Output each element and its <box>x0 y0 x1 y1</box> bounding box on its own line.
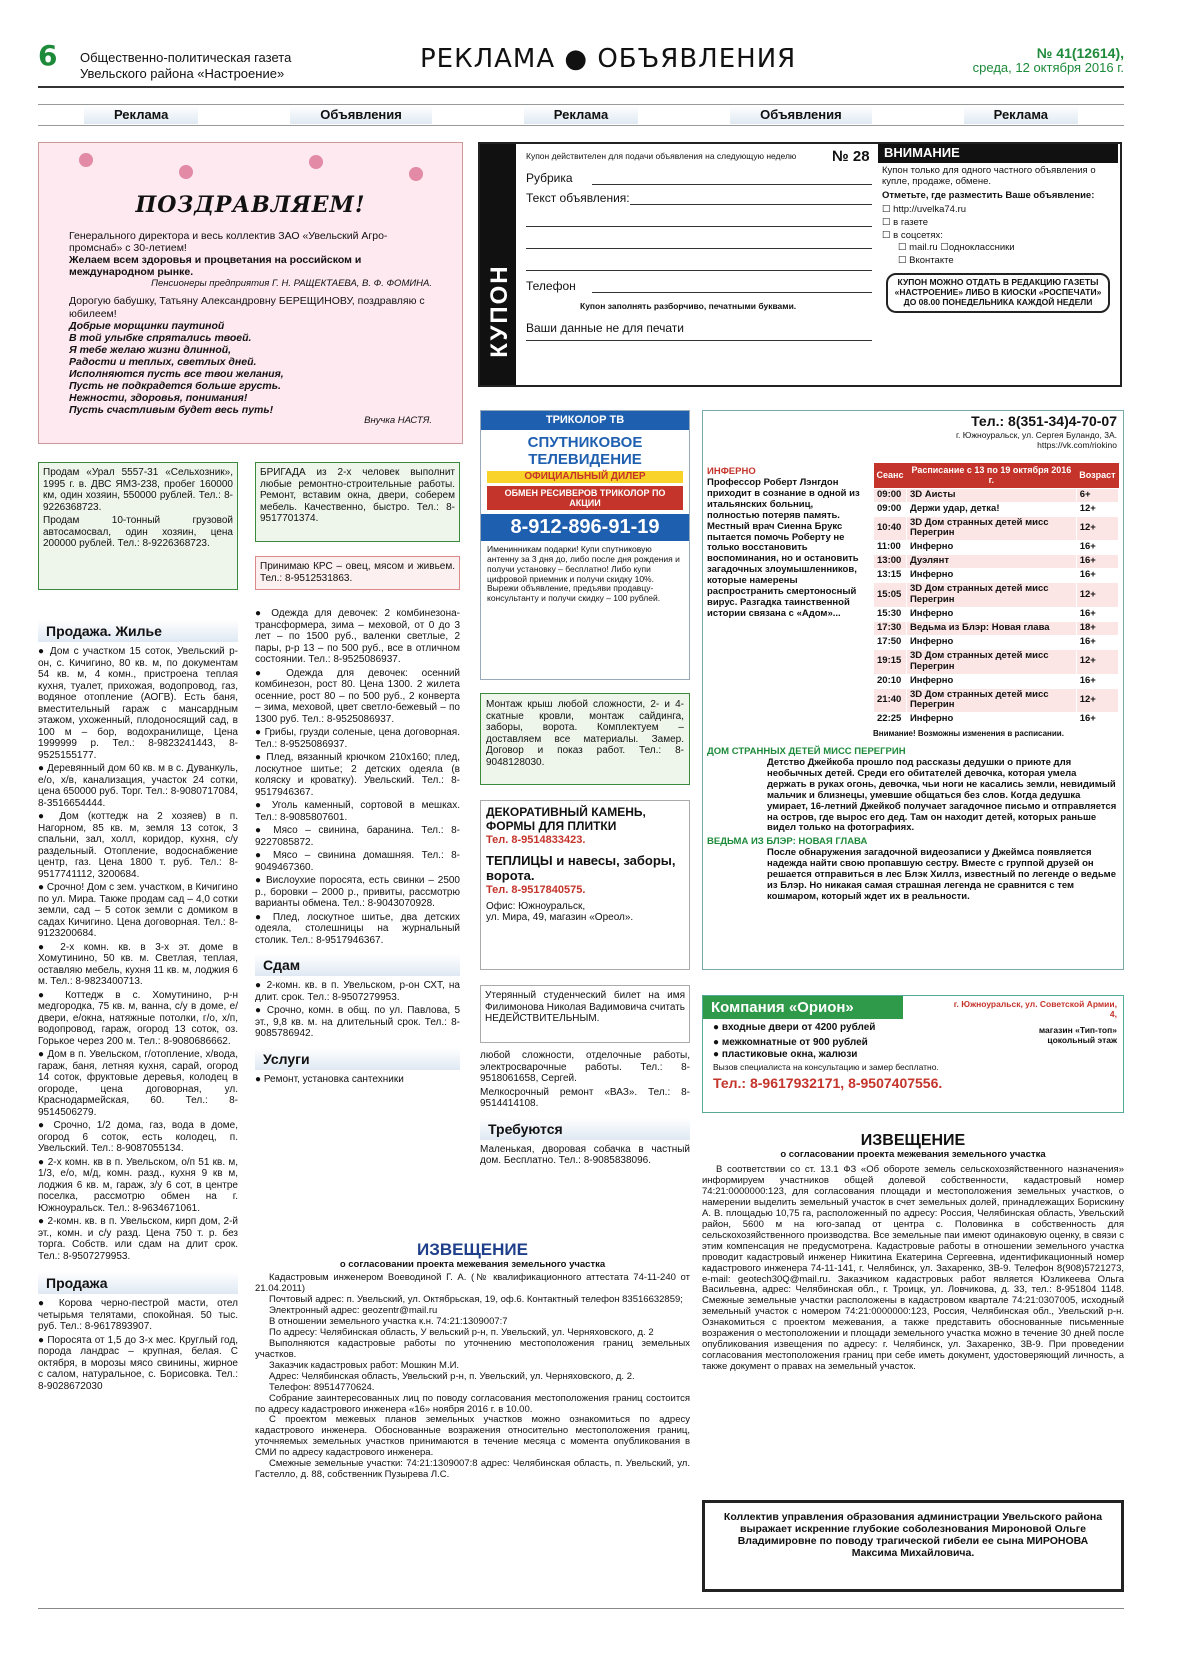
coupon-number: № 28 <box>832 148 870 165</box>
list-item: ● 2-комн. кв. в п. Увельском, р-он СХТ, на длит. срок. Тел.: 8-9507279953. <box>255 980 460 1003</box>
rubric: Реклама <box>964 106 1078 125</box>
session-time: 09:00 <box>874 502 907 516</box>
age-rating: 6+ <box>1076 488 1118 502</box>
coupon-field-label: Рубрика <box>526 171 573 185</box>
section-title: Требуются <box>480 1118 690 1140</box>
ad-roofing: Монтаж крыш любой сложности, 2- и 4-скатные кровли, монтаж сайдинга, заборы, ворота. Комплектуем – доставляем все материалы. Замер. Договор и показ работ. Тел.: 8-9048128030. <box>480 693 690 785</box>
checkbox[interactable]: ☐ <box>940 242 949 254</box>
schedule-row <box>874 621 1119 635</box>
session-time: 21:40 <box>874 688 907 713</box>
rubric: Объявления <box>290 106 432 125</box>
film-title: Инферно <box>906 607 1076 621</box>
rubric-input[interactable] <box>592 184 872 185</box>
coupon-bottom: КУПОН МОЖНО ОТДАТЬ В РЕДАКЦИЮ ГАЗЕТЫ «НАСТРОЕНИЕ» ЛИБО В КИОСКИ «РОСПЕЧАТИ» ДО 08.00 ПОНЕДЕЛЬНИКА КАЖДОЙ НЕДЕЛИ <box>886 273 1110 312</box>
cinema-box: Тел.: 8(351-34)4-70-07 г. Южноуральск, ул. Сергея Буландо, 3А. https://vk.com/riokino ИНФЕРНО Профессор Роберт Лэнгдон приходит в сознание в одной из итальянских больниц, полностью потеряв память. Местный врач Сиенна Брукс пытается помочь Роберту не только восстановить воспоминания, но и остановить загадочных злоумышленников, которые намерены распространить смертоносный вирус. Разгадка таинственной истории связана с «Адом»... Сеанс Расписание с 13 по 19 октября 2016 г. Возраст 09:00 3D Аисты 6+ 09:00 Держи удар, детка! 12+ 10:40 3D Дом странных детей мисс Перегрин 12+ 11:00 Инферно 16+ 13:00 Дуэлянт 16+ 13:15 Инферно 16+ 15:05 3D Дом странных детей мисс Перегрин 12+ 15:30 Инферно 16+ 17:30 Ведьма из Блэр: Новая глава 18+ 17:50 Инферно 16+ 19:15 3D Дом странных детей мисс Перегрин 12+ 20:10 Инферно 16+ 21:40 3D Дом странных детей мисс Перегрин 12+ 22:25 Инферно 16+ Внимание! Возможны изменения в расписании. ДОМ СТРАННЫХ ДЕТЕЙ МИСС ПЕРЕГРИН Детство Джейкоба прошло под рассказы дедушки о приюте для необычных детей. Среди его обитателей девочка, которая умела держать в руках огонь, девочка, чьи ноги не касались земли, невидимый мальчик и близнецы, умевшие общаться без слов. Когда дедушка умирает, 16-летний Джейкоб получает загадочное письмо и отправляется на остров, где вырос его дед. Там он находит детей, которых раньше видел только на фотографиях. ВЕДЬМА ИЗ БЛЭР: НОВАЯ ГЛАВА После обнаружения загадочной видеозаписи у Джеймса появляется надежда найти свою пропавшую сестру. Вместе с группой друзей он решается отправиться в лес Блэк Хиллз, известный по легенде о ведьме из Блэр. Но никакая самая страшная легенда не сравнится с тем кошмаром, который ждет их в реальности. <box>702 410 1124 970</box>
list-item: ● Мясо – свинина домашняя. Тел.: 8-9049467360. <box>255 850 460 873</box>
list-item: ● Ремонт, установка сантехники <box>255 1073 404 1085</box>
age-rating: 18+ <box>1076 621 1118 635</box>
coupon-field-label: Телефон <box>526 279 576 293</box>
age-rating: 16+ <box>1076 607 1118 621</box>
list-item: ● Вислоухие поросята, есть свинки – 2500 р., боровки – 2000 р., привиты, рассмотрю варианты обмена. Тел.: 8-9043070928. <box>255 875 460 909</box>
session-time: 17:30 <box>874 621 907 635</box>
section-title: Услуги <box>255 1048 460 1070</box>
schedule-row <box>874 502 1119 516</box>
coupon-valid: Купон действителен для подачи объявления на следующую неделю <box>526 151 797 161</box>
age-rating: 16+ <box>1076 541 1118 555</box>
rubric: Объявления <box>730 106 872 125</box>
section-title: Сдам <box>255 954 460 976</box>
list-item: ● Грибы, грузди соленые, цена договорная. Тел.: 8-9525086937. <box>255 727 460 750</box>
list-item: ● Плед, вязанный крючком 210х160; плед, лоскутное шитье; 2 детских одеяла (в коляску и кроватку). Увельский. Тел.: 8-9517946367. <box>255 752 460 798</box>
column-3-ads: любой сложности, отделочные работы, электросварочные работы. Тел.: 8-9518061658, Сергей. Мелкосрочный ремонт «ВАЗ». Тел.: 8-9514414108. Требуются Маленькая, дворовая собачка в частный дом. Бесплатно. Тел.: 8-9085838096. <box>480 1050 690 1167</box>
flower-icon <box>409 167 423 181</box>
notice-land-1: ИЗВЕЩЕНИЕ о согласовании проекта межевания земельного участка В соответствии со ст. 13.1 ФЗ «Об обороте земель сельскохозяйственного назначения» информируем участников общей долевой собственности, кадастровый номер 74:21:0000000:123, для согласования площади и местоположения земельных участков, о намерении выделить земельный участок в счет земельных долей, принадлежащих Борискину А. В. площадью 10,75 га, расположенный по адресу: Россия, Челябинская область, Увельский район, 5600 м на юго-запад от центра с. Половинка в собственность для сельскохозяйственного производства. Все земельные паи имеют одинаковую оценку, в связи с этим компенсация не предусмотрена. Кадастровые работы в отношении земельного участка проводит кадастровый инженер Никитина Екатерина Сергеевна, идентификационный номер кадастрового инженера 74-11-141, г. Челябинск, ул. Захаренко, 3В-9. Телефон 8(908)5721273, e-mail: geotech30Q@mail.ru. Заказчиком кадастровых работ является Юзликеева Ольга Васильевна, адрес: Челябинская обл., г. Троицк, ул. Ловчикова, д. 33, тел.: 8-951804 1148. Смежные земельные участки расположены в кадастровом квартале 74:21:0307005, исходный земельный участок с номером 74:21:0000000:123, Россия, Челябинская обл., Увельский р-н. Ознакомиться с проектом межевания, а также представить обоснованные письменные возражения о местоположении и площади земельного участка можно в течение 30 дней после опубликования извещения по адресу: г. Челябинск, ул. Захаренко, 3В-9. При проведении согласования местоположения границ при себе иметь документ, удостоверяющий личность, а также документ о правах на земельный участок. <box>702 1132 1124 1372</box>
age-rating: 12+ <box>1076 502 1118 516</box>
list-item: ● Поросята от 1,5 до 3-х мес. Круглый год, порода ландрас – крупная, белая. С октября, в морозы мясо свинины, жирное с салом, натуральное, с. Борисовка. Тел.: 8-9028672030 <box>38 1334 238 1392</box>
coupon-form <box>478 142 1122 387</box>
list-item: ● Уголь каменный, сортовой в мешках. Тел.: 8-9085807601. <box>255 800 460 823</box>
film-title: Ведьма из Блэр: Новая глава <box>906 621 1076 635</box>
film-title: 3D Дом странных детей мисс Перегрин <box>906 516 1076 541</box>
film-title: Инферно <box>906 541 1076 555</box>
coupon-hint: Купон заполнять разборчиво, печатными буквами. <box>580 301 797 311</box>
congrats-wish: Желаем всем здоровья и процветания на российском и международном рынке. <box>69 254 362 279</box>
inferno-text: ИНФЕРНО Профессор Роберт Лэнгдон приходит в сознание в одной из итальянских больниц, полностью потеряв память. Местный врач Сиенна Брукс пытается помочь Роберту не только восстановить воспоминания, но и остановить загадочных злоумышленников, которые намерены распространить смертоносный вирус. Разгадка таинственной истории связана с «Адом»... <box>707 466 860 619</box>
section-title: Продажа <box>38 1272 238 1294</box>
film-title: Дуэлянт <box>906 555 1076 569</box>
schedule-row <box>874 555 1119 569</box>
age-rating: 16+ <box>1076 569 1118 583</box>
ad-list <box>38 646 238 1262</box>
notice-land-2: ИЗВЕЩЕНИЕ о согласовании проекта межевания земельного участка Кадастровым инженером Воеводиной Г. А. (№ квалификационного аттестата 74-11-240 от 21.04.2011) Почтовый адрес: п. Увельский, ул. Октябрьская, 19, оф.6. Контактный телефон 83516632859; Электронный адрес: geozentr@mail.ru В отношении земельного участка к.н. 74:21:1309007:7 По адресу: Челябинская область, У вельский р-н, п. Увельский, ул. Черняховского, д. 2 Выполняются кадастровые работы по уточнению местоположения границ земельных участков. Заказчик кадастровых работ: Мошкин М.И. Адрес: Челябинская область, Увельский р-н, п. Увельский, ул. Черняховского, д. 2. Телефон: 89514770624. Собрание заинтересованных лиц по поводу согласования местоположения границ состоится по адресу кадастрового инженера «16» ноября 2016 г. в 10.00. С проектом межевых планов земельных участков можно ознакомиться по адресу кадастрового инженера. Обоснованные возражения относительно местоположения границ, уточняемых земельных участков принимаются в течение месяца с момента опубликования в СМИ по адресу кадастрового инженера. Смежные земельные участки: 74:21:1309007:8 адрес: Челябинская область, п. Увельский, ул. Гастелло, д. 88, собственник Пузырева Л.С. <box>255 1240 690 1481</box>
coupon-side: КУПОН <box>480 144 516 385</box>
session-time: 22:25 <box>874 713 907 727</box>
checkbox[interactable]: ☐ <box>882 216 894 228</box>
session-time: 13:00 <box>874 555 907 569</box>
age-rating: 16+ <box>1076 555 1118 569</box>
list-item: ● Деревянный дом 60 кв. м в с. Дуванкуль, е/о, х/в, канализация, участок 24 сотки, цена 650000 руб. Торг. Тел.: 8-9080717084, 8-3516654444. <box>38 763 238 809</box>
satellite-phone: 8-912-896-91-19 <box>481 514 689 541</box>
age-rating: 12+ <box>1076 516 1118 541</box>
rubric-bar <box>38 104 1124 126</box>
coupon-warning: ВНИМАНИЕ Купон только для одного частного объявления о купле, продаже, обмене. Отметьте, где разместить Ваше объявление: ☐ http://uvelka74.ru ☐ в газете ☐ в соцсетях: ☐ mail.ru ☐одноклассники ☐ Вконтакте КУПОН МОЖНО ОТДАТЬ В РЕДАКЦИЮ ГАЗЕТЫ «НАСТРОЕНИЕ» ЛИБО В КИОСКИ «РОСПЕЧАТИ» ДО 08.00 ПОНЕДЕЛЬНИКА КАЖДОЙ НЕДЕЛИ <box>878 144 1118 313</box>
cinema-phone: Тел.: 8(351-34)4-70-07 <box>971 413 1117 429</box>
phone-input[interactable] <box>592 292 872 293</box>
schedule-row <box>874 541 1119 555</box>
ad-krs: Принимаю КРС – овец, мясом и живьем. Тел.: 8-9512531863. <box>255 556 460 590</box>
list-item: ● Одежда для девочек: осенний комбинезон, рост 80. Цена 1300. 2 жилета осенние, рост 80 – по 500 руб., 2 конверта – зима, меховой, цвет светло-бежевый – по 1300 руб. Тел.: 8-9525086937. <box>255 667 460 725</box>
section-title: РЕКЛАМА ● ОБЪЯВЛЕНИЯ <box>420 44 797 74</box>
congrats-text: Генерального директора и весь коллектив ЗАО «Увельский Агро-промснаб» с 30-летием! <box>69 230 388 255</box>
list-item: ● Срочно, 1/2 дома, газ, вода в доме, огород 6 соток, есть колодец, п. Увельский. Тел.: 8-9087055134. <box>38 1120 238 1155</box>
text-input-line[interactable] <box>630 204 872 205</box>
film-title: Инферно <box>906 635 1076 649</box>
schedule-row <box>874 488 1119 502</box>
header-rule <box>38 86 1124 88</box>
schedule-row <box>874 516 1119 541</box>
congratulations-box <box>38 142 463 444</box>
ad-orion: Компания «Орион» г. Южноуральск, ул. Советской Армии, 4, магазин «Тип-топ» цокольный этаж ● входные двери от 4200 рублей ● межкомнатные от 900 рублей ● пластиковые окна, жалюзи Вызов специалиста на консультацию и замер бесплатно. Тел.: 8-9617932171, 8-9507407556. <box>702 995 1124 1113</box>
age-rating: 12+ <box>1076 688 1118 713</box>
private-input[interactable] <box>526 340 872 341</box>
congrats-text: Дорогую бабушку, Татьяну Александровну БЕРЕЩИНОВУ, поздравляю с юбилеем! <box>69 295 425 320</box>
flower-icon <box>79 153 93 167</box>
congrats-sign: Внучка НАСТЯ. <box>364 415 432 427</box>
ad-list <box>38 1298 238 1392</box>
list-item: ● Корова черно-пестрой масти, отел четырьмя телятами, спокойная. 50 тыс. руб. Тел.: 8-9617893907. <box>38 1298 238 1333</box>
checkbox[interactable]: ☐ <box>898 242 910 254</box>
list-item: ● Одежда для девочек: 2 комбинезона-трансформера, зима – меховой, от 0 до 3 лет – по 1500 руб., валенки светлые, 2 пары, р-р 13 – по 500 руб., все в отличном состоянии. Тел.: 8-9525086937. <box>255 608 460 665</box>
congrats-poem: Добрые морщинки паутиной В той улыбке спрятались твоей. Я тебе желаю жизни длинной, Радости и теплых, светлых дней. Исполняются пусть все твои желания, Пусть не подкрадется больше грусть. Нежности, здоровья, понимания! Пусть счастливым будет весь путь! <box>69 319 284 417</box>
schedule-table: Сеанс Расписание с 13 по 19 октября 2016 г. Возраст 09:00 3D Аисты 6+ 09:00 Держи удар, детка! 12+ 10:40 3D Дом странных детей мисс Перегрин 12+ 11:00 Инферно 16+ 13:00 Дуэлянт 16+ 13:15 Инферно 16+ 15:05 3D Дом странных детей мисс Перегрин 12+ 15:30 Инферно 16+ 17:30 Ведьма из Блэр: Новая глава 18+ 17:50 Инферно 16+ 19:15 3D Дом странных детей мисс Перегрин 12+ 20:10 Инферно 16+ 21:40 3D Дом странных детей мисс Перегрин 12+ 22:25 Инферно 16+ <box>873 463 1119 727</box>
schedule-row <box>874 569 1119 583</box>
session-time: 19:15 <box>874 649 907 674</box>
ad-brigada: БРИГАДА из 2-х человек выполнит любые ремонтно-строительные работы. Ремонт, вставим окна, двери, соберем мебель. Качественно, быстро. Тел.: 8-9517701374. <box>255 462 460 542</box>
coupon-field-label: Ваши данные не для печати <box>526 321 685 335</box>
schedule-row <box>874 713 1119 727</box>
film-title: Инферно <box>906 569 1076 583</box>
footer-rule <box>38 1608 1124 1609</box>
section-title: Продажа. Жилье <box>38 620 238 642</box>
age-rating: 12+ <box>1076 649 1118 674</box>
coupon-field-label: Текст объявления: <box>526 191 630 205</box>
list-item: ● Плед, лоскутное шитье, два детских одеяла, столешницы на журнальный столик. Тел.: 8-9517946367. <box>255 911 460 946</box>
page-number: 6 <box>38 39 58 72</box>
schedule-row <box>874 635 1119 649</box>
condolences-box: Коллектив управления образования администрации Увельского района выражает искренние глубокие соболезнования Мироновой Ольге Владимировне по поводу трагической гибели ее сына МИРОНОВА Максима Михайловича. <box>702 1500 1124 1592</box>
checkbox[interactable]: ☐ <box>882 229 894 241</box>
session-time: 17:50 <box>874 635 907 649</box>
list-item: ● Срочно! Дом с зем. участком, в Кичигино по ул. Мира. Также продам сад – 4,0 сотки земли, сад – 5 соток земли с домиком в садах Кичигино. Цена договорная. Тел.: 8-9123200684. <box>38 882 238 940</box>
schedule-row <box>874 607 1119 621</box>
checkbox[interactable]: ☐ <box>882 203 894 215</box>
list-item: ● Дом с участком 15 соток, Увельский р-он, с. Кичигино, 80 кв. м, по документам 54 кв. м, 4 комн., пристроена теплая кухня, туалет, прихожая, водопровод, газ, водяное отопление (АОГВ). Есть баня, вместительный гараж с мансардным этажом, ухоженный, плодоносящий сад, в 100 м – бор, водохранилище, Цена 1999999 р. Тел.: 8-9823241443, 8-9525155177. <box>38 646 238 761</box>
text-input-line[interactable] <box>526 226 872 227</box>
list-item: ● Срочно, комн. в общ. по ул. Павлова, 5 эт., 9,8 кв. м. на длительный срок. Тел.: 8-9085786942. <box>255 1005 460 1040</box>
flower-icon <box>309 155 323 169</box>
column-2-ads <box>255 608 460 1085</box>
schedule-row <box>874 649 1119 674</box>
list-item: ● 2-х комн. кв. в 3-х эт. доме в Хомутинино, 50 кв. м. Светлая, теплая, оставляю мебель, кухня 11 кв. м, лоджия 6 м. Тел.: 8-9823400713. <box>38 941 238 988</box>
film-title: 3D Дом странных детей мисс Перегрин <box>906 688 1076 713</box>
schedule-row <box>874 583 1119 608</box>
ad-satellite: ТРИКОЛОР ТВ СПУТНИКОВОЕ ТЕЛЕВИДЕНИЕ ОФИЦИАЛЬНЫЙ ДИЛЕР ОБМЕН РЕСИВЕРОВ ТРИКОЛОР ПО АКЦИИ 8-912-896-91-19 Именинникам подарки! Купи спутниковую антенну за 3 дня до, либо после дня рождения и получи установку – бесплатно! Либо купи цифровой приемник и получи скидку 10%. Вырежи объявление, предъяви продавцу-консультанту и получи скидку – 100 рублей. <box>480 410 690 680</box>
ad-ural: Продам «Урал 5557-31 «Сельхозник», 1995 г. в. ДВС ЯМЗ-238, пробег 160000 км, один хозяин, 550000 рублей. Тел.: 8-9226368723. Продам 10-тонный грузовой автосамосвал, один хозяин, цена 200000 рублей. Тел.: 8-9226368723. <box>38 462 238 590</box>
film-title: Инферно <box>906 674 1076 688</box>
section-zhilie <box>38 620 238 1392</box>
flower-icon <box>179 165 193 179</box>
paper-name: Общественно-политическая газета Увельского района «Настроение» <box>80 50 292 81</box>
ad-lost-ticket: Утерянный студенческий билет на имя Филимонова Николая Вадимовича считать НЕДЕЙСТВИТЕЛЬНЫМ. <box>480 985 690 1043</box>
film-title: 3D Дом странных детей мисс Перегрин <box>906 583 1076 608</box>
list-item: ● Мясо – свинина, баранина. Тел.: 8-9227085872. <box>255 825 460 848</box>
film-title: 3D Дом странных детей мисс Перегрин <box>906 649 1076 674</box>
age-rating: 16+ <box>1076 635 1118 649</box>
issue-info: № 41(12614), среда, 12 октября 2016 г. <box>972 45 1124 76</box>
list-item: ● 2-х комн. кв в п. Увельском, о/п 51 кв. м, 1/3, е/о, м/д, комн. разд., кухня 9 кв м, лоджия 6 кв. м, гараж, з/у 6 сот, в центре поселка, рассмотрю обмен на г. Южноуральск. Тел.: 8-9634671061. <box>38 1156 238 1214</box>
session-time: 13:15 <box>874 569 907 583</box>
schedule-row <box>874 674 1119 688</box>
cinema-descriptions: ДОМ СТРАННЫХ ДЕТЕЙ МИСС ПЕРЕГРИН Детство Джейкоба прошло под рассказы дедушки о приюте для необычных детей. Среди его обитателей девочка, которая умела держать в руках огонь, девочка, чьи ноги не касались земли, невидимый мальчик и близнецы, умевшие общаться без слов. Когда дедушка умирает, 16-летний Джейкоб получает загадочное письмо и отправляется на остров, где вырос его дед. Там он находит детей, которых раньше видел только на фотографиях. ВЕДЬМА ИЗ БЛЭР: НОВАЯ ГЛАВА После обнаружения загадочной видеозаписи у Джеймса появляется надежда найти свою пропавшую сестру. Вместе с группой друзей он решается отправиться в лес Блэк Хиллз, известный по легенде о ведьме из Блэр. Но никакая самая страшная легенда не сравнится с тем кошмаром, который ждет их в реальности. <box>707 746 1117 902</box>
session-time: 15:30 <box>874 607 907 621</box>
age-rating: 16+ <box>1076 674 1118 688</box>
schedule-row <box>874 688 1119 713</box>
text-input-line[interactable] <box>526 270 872 271</box>
rubric: Реклама <box>524 106 638 125</box>
ad-stone: ДЕКОРАТИВНЫЙ КАМЕНЬ, ФОРМЫ ДЛЯ ПЛИТКИ Тел. 8-9514833423. ТЕПЛИЦЫ и навесы, заборы, ворота. Тел. 8-9517840575. Офис: Южноуральск, ул. Мира, 49, магазин «Ореол». <box>480 800 690 970</box>
text-input-line[interactable] <box>526 248 872 249</box>
list-item: ● Дом в п. Увельском, г/отопление, х/вода, гараж, баня, летняя кухня, сарай, огород 14 соток, фруктовые деревья, колодец в огороде, цена договорная, ул. Краснодармейская, 60. Тел.: 8-9514506279. <box>38 1049 238 1118</box>
film-title: Держи удар, детка! <box>906 502 1076 516</box>
list-item: ● 2-комн. кв. в п. Увельском, кирп дом, 2-й эт., комн. и с/у разд. Цена 750 т. р. без торга. Собств. или сдам на длит срок. Тел.: 8-9507279953. <box>38 1216 238 1262</box>
film-title: 3D Аисты <box>906 488 1076 502</box>
list-item: ● Коттедж в с. Хомутинино, р-н медгородка, 75 кв. м, ванна, с/у в доме, е/двери, е/окна, натяжные потолки, г/о, х/п, водопровод, гараж, огород 13 соток, оз. Горькое через 200 м. Тел.: 8-9080686662. <box>38 989 238 1047</box>
checkbox[interactable]: ☐ <box>898 255 910 267</box>
list-item: ● Дом (коттедж на 2 хозяев) в п. Нагорном, 85 кв. м, земля 13 соток, 3 спальни, зал, холл, коридор, кухня, с/у раздельный. Отопление, водоснабжение центр, газ. Цена 1800 т. руб. Тел.: 8-9517741112, 3200684. <box>38 811 238 880</box>
film-title: Инферно <box>906 713 1076 727</box>
rubric: Реклама <box>84 106 198 125</box>
congrats-title: ПОЗДРАВЛЯЕМ! <box>135 192 366 218</box>
session-time: 11:00 <box>874 541 907 555</box>
session-time: 09:00 <box>874 488 907 502</box>
session-time: 10:40 <box>874 516 907 541</box>
congrats-sign: Пенсионеры предприятия Г. Н. РАЩЕКТАЕВА, В. Ф. ФОМИНА. <box>151 277 432 289</box>
age-rating: 12+ <box>1076 583 1118 608</box>
age-rating: 16+ <box>1076 713 1118 727</box>
session-time: 15:05 <box>874 583 907 608</box>
session-time: 20:10 <box>874 674 907 688</box>
